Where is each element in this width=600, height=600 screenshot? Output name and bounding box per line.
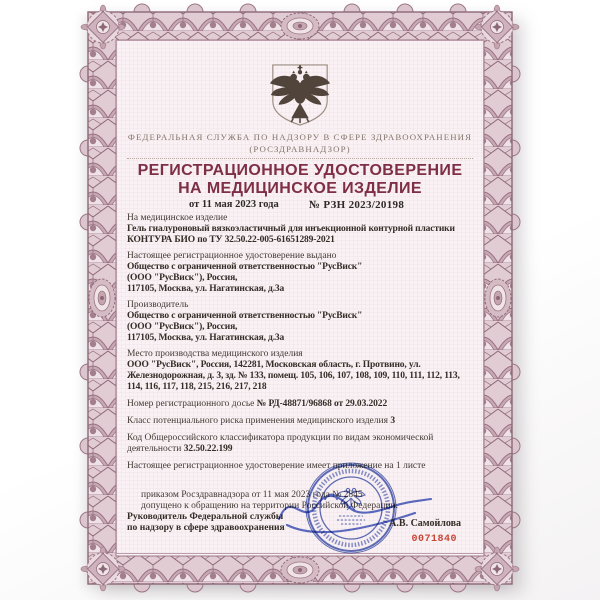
section-holder (127, 251, 473, 295)
certificate-title-line2: НА МЕДИЦИНСКОЕ ИЗДЕЛИЕ (178, 179, 422, 197)
order-note-line1: приказом Росздравнадзора от 11 мая 2023 года № 2845 (141, 490, 363, 500)
manufacturer-line1: Общество с ограниченной ответственностью "РусВиск" (127, 311, 363, 321)
section-manufacturer (127, 300, 473, 344)
holder-line3: 117105, Москва, ул. Нагатинская, д.3а (127, 284, 285, 294)
holder-line2: (ООО "РусВиск"), Россия, (127, 273, 238, 283)
top-medallion-ornament (281, 13, 319, 39)
section-production-site (127, 349, 473, 393)
certificate-body (127, 213, 473, 477)
certificate-title (117, 162, 483, 197)
device-name-line2: КОНТУРА БИО по ТУ 32.50.22-005-61651289-2021 (127, 235, 335, 245)
field-value: 32.50.22.199 (183, 444, 233, 454)
signatory-position-line2: по надзору в сфере здравоохранения (127, 522, 285, 533)
manufacturer-line2: (ООО "РусВиск"), Россия, (127, 322, 238, 332)
date-number-row (117, 199, 483, 213)
agency-header (117, 131, 483, 155)
field-label: Класс потенциального риска применения медицинского изделия (127, 416, 388, 426)
registration-number: № РЗН 2023/20198 (309, 199, 405, 211)
manufacturer-line3: 117105, Москва, ул. Нагатинская, д.3а (127, 333, 285, 343)
order-note-line2: допущено к обращению на территории Российской Федерации. (141, 500, 399, 511)
certificate-content (116, 40, 484, 554)
agency-name: ФЕДЕРАЛЬНАЯ СЛУЖБА ПО НАДЗОРУ В СФЕРЕ ЗДРАВООХРАНЕНИЯ (127, 132, 473, 142)
field-value: № РД-48871/96868 от 29.03.2022 (256, 399, 388, 409)
field-value: 3 (390, 416, 395, 426)
signatory-name: А.В. Самойлова (389, 518, 461, 529)
section-device (127, 213, 473, 246)
certificate-title-line1: РЕГИСТРАЦИОННОЕ УДОСТОВЕРЕНИЕ (137, 162, 463, 179)
right-medallion-ornament (485, 279, 511, 317)
certificate-document (88, 12, 512, 584)
section-label: Производитель (127, 300, 189, 310)
russian-coat-of-arms-emblem (263, 62, 337, 128)
handwritten-signature (265, 469, 449, 541)
agency-short-name: (РОСЗДРАВНАДЗОР) (249, 144, 351, 154)
section-label: Место производства медицинского изделия (127, 349, 303, 359)
field-okpd-code (127, 433, 473, 455)
field-label: Код Общероссийского классификатора продукции по видам экономической деятельности (127, 433, 434, 454)
field-label: Номер регистрационного досье (127, 399, 255, 409)
signatory-position (127, 511, 285, 533)
device-name-line1: Гель гиалуроновый вязкоэластичный для инъекционной контурной пластики (127, 224, 455, 234)
serial-number: 0071840 (411, 534, 457, 545)
attachment-note: Настоящее регистрационное удостоверение имеет приложение на 1 листе (127, 461, 426, 471)
field-dossier-number (127, 399, 473, 410)
signatory-position-line1: Руководитель Федеральной службы (127, 511, 284, 522)
separator-line (127, 158, 473, 159)
holder-line1: Общество с ограниченной ответственностью "РусВиск" (127, 262, 363, 272)
issue-date: от 11 мая 2023 года (189, 199, 279, 210)
left-medallion-ornament (89, 279, 115, 317)
section-label: Настоящее регистрационное удостоверение выдано (127, 251, 337, 261)
section-label: На медицинское изделие (127, 213, 228, 223)
production-site-address: ООО "РусВиск", Россия, 142281, Московская область, г. Протвино, ул. Железнодорожная, д. 3, зд. № 133, помещ. 105, 106, 107, 108, 109, 110, 111, 112, 113, 114, 116, 117, 118, 215, 216, 217, 218 (127, 360, 460, 392)
bottom-medallion-ornament (281, 557, 319, 583)
field-risk-class (127, 416, 473, 427)
